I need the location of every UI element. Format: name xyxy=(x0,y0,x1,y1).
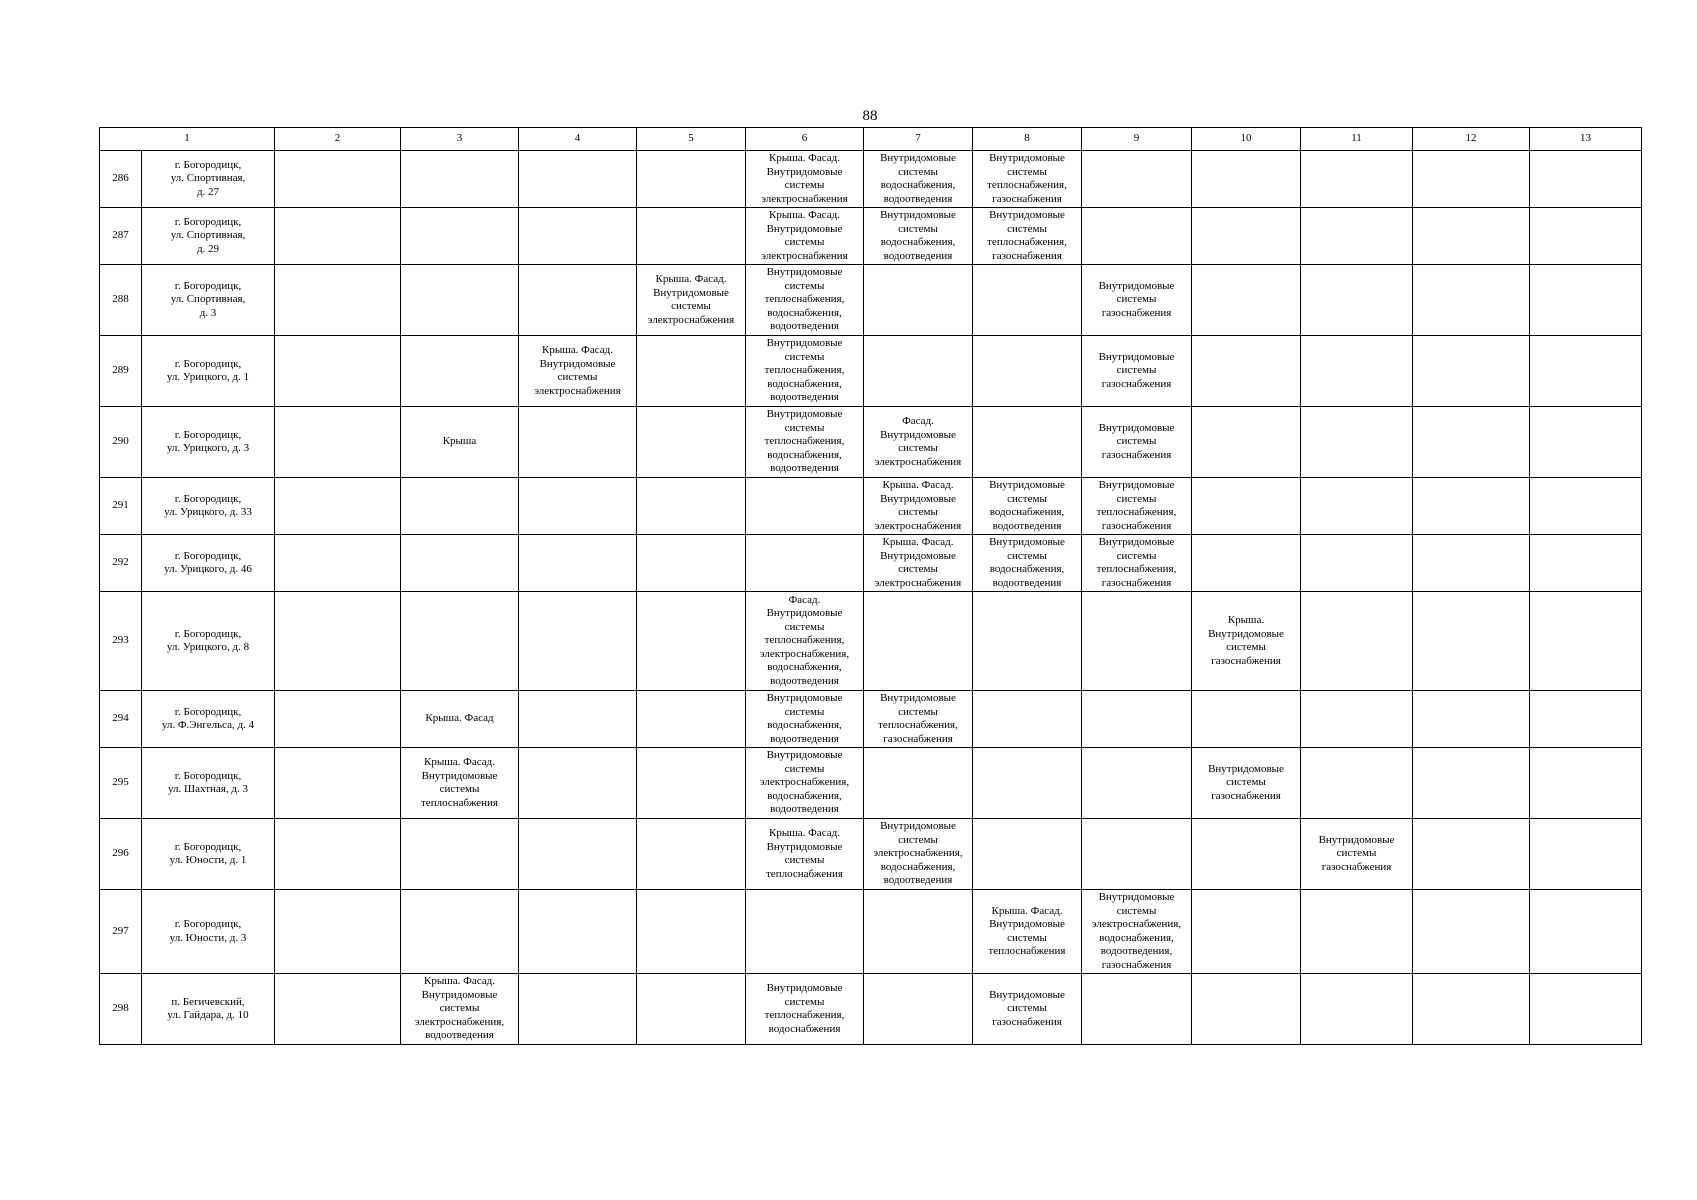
table-row xyxy=(100,890,1642,974)
work-cell xyxy=(1301,478,1413,535)
work-cell xyxy=(1530,407,1642,478)
work-cell: Внутридомовые системы водоснабжения, водоотведения xyxy=(864,208,973,265)
work-cell xyxy=(973,691,1082,748)
work-cell: Внутридомовые системы электроснабжения, водоснабжения, водоотведения xyxy=(746,748,864,819)
table-row xyxy=(100,151,1642,208)
work-cell xyxy=(401,535,519,592)
work-cell: Внутридомовые системы теплоснабжения, водоснабжения, водоотведения xyxy=(746,336,864,407)
work-cell xyxy=(973,819,1082,890)
work-cell xyxy=(1413,974,1530,1045)
work-cell xyxy=(637,336,746,407)
work-cell: Внутридомовые системы теплоснабжения, водоснабжения, водоотведения xyxy=(746,407,864,478)
work-cell: Внутридомовые системы теплоснабжения, водоснабжения xyxy=(746,974,864,1045)
table-row xyxy=(100,974,1642,1045)
work-cell xyxy=(1530,265,1642,336)
work-cell xyxy=(1530,535,1642,592)
work-cell xyxy=(1301,208,1413,265)
address-cell: г. Богородицк, ул. Спортивная, д. 29 xyxy=(142,208,275,265)
work-cell xyxy=(401,890,519,974)
work-cell xyxy=(746,478,864,535)
address-cell: г. Богородицк, ул. Юности, д. 3 xyxy=(142,890,275,974)
work-cell xyxy=(401,478,519,535)
work-cell xyxy=(275,265,401,336)
work-cell xyxy=(637,407,746,478)
work-cell: Фасад. Внутридомовые системы электроснабжения xyxy=(864,407,973,478)
work-cell xyxy=(864,592,973,691)
table-row xyxy=(100,265,1642,336)
work-cell xyxy=(864,974,973,1045)
work-cell xyxy=(275,407,401,478)
work-cell xyxy=(1192,407,1301,478)
work-cell xyxy=(1413,336,1530,407)
work-cell xyxy=(1530,151,1642,208)
row-number: 291 xyxy=(100,478,142,535)
table-row xyxy=(100,336,1642,407)
work-cell xyxy=(1413,535,1530,592)
work-cell: Внутридомовые системы водоснабжения, водоотведения xyxy=(973,478,1082,535)
column-header: 3 xyxy=(401,128,519,151)
row-number: 294 xyxy=(100,691,142,748)
work-cell xyxy=(1530,691,1642,748)
table-row xyxy=(100,691,1642,748)
work-cell: Крыша xyxy=(401,407,519,478)
table-row xyxy=(100,478,1642,535)
work-cell: Внутридомовые системы газоснабжения xyxy=(1082,336,1192,407)
work-cell xyxy=(973,407,1082,478)
work-cell xyxy=(519,974,637,1045)
work-cell xyxy=(1413,748,1530,819)
work-cell xyxy=(973,336,1082,407)
work-cell xyxy=(746,890,864,974)
work-cell xyxy=(1082,592,1192,691)
column-header: 4 xyxy=(519,128,637,151)
work-cell xyxy=(519,592,637,691)
address-cell: п. Бегичевский, ул. Гайдара, д. 10 xyxy=(142,974,275,1045)
work-cell xyxy=(1530,478,1642,535)
row-number: 297 xyxy=(100,890,142,974)
work-cell: Внутридомовые системы водоснабжения, водоотведения xyxy=(746,691,864,748)
work-cell xyxy=(1301,974,1413,1045)
work-cell xyxy=(1082,748,1192,819)
work-cell: Внутридомовые системы теплоснабжения, газоснабжения xyxy=(1082,478,1192,535)
row-number: 293 xyxy=(100,592,142,691)
row-number: 286 xyxy=(100,151,142,208)
work-cell xyxy=(637,592,746,691)
work-cell: Внутридомовые системы теплоснабжения, газоснабжения xyxy=(973,208,1082,265)
work-cell: Крыша. Фасад. Внутридомовые системы теплоснабжения xyxy=(973,890,1082,974)
work-cell xyxy=(1413,592,1530,691)
work-cell xyxy=(637,819,746,890)
work-cell xyxy=(275,535,401,592)
work-cell xyxy=(1413,265,1530,336)
work-cell: Внутридомовые системы газоснабжения xyxy=(973,974,1082,1045)
work-cell xyxy=(1301,265,1413,336)
table-row xyxy=(100,592,1642,691)
work-cell xyxy=(1192,691,1301,748)
work-cell xyxy=(519,691,637,748)
column-header: 1 xyxy=(100,128,275,151)
column-header: 8 xyxy=(973,128,1082,151)
work-cell: Внутридомовые системы водоснабжения, водоотведения xyxy=(864,151,973,208)
work-cell xyxy=(519,151,637,208)
work-cell: Внутридомовые системы электроснабжения, водоснабжения, водоотведения, газоснабжения xyxy=(1082,890,1192,974)
repair-schedule-table xyxy=(99,127,1642,1045)
work-cell xyxy=(519,407,637,478)
work-cell xyxy=(275,208,401,265)
work-cell xyxy=(1301,336,1413,407)
work-cell xyxy=(1192,890,1301,974)
work-cell xyxy=(1530,592,1642,691)
work-cell xyxy=(1530,974,1642,1045)
work-cell: Фасад. Внутридомовые системы теплоснабжения, электроснабжения, водоснабжения, водоотведения xyxy=(746,592,864,691)
work-cell: Внутридомовые системы электроснабжения, водоснабжения, водоотведения xyxy=(864,819,973,890)
work-cell: Крыша. Фасад xyxy=(401,691,519,748)
work-cell xyxy=(973,265,1082,336)
work-cell xyxy=(275,748,401,819)
work-cell xyxy=(1301,691,1413,748)
address-cell: г. Богородицк, ул. Урицкого, д. 1 xyxy=(142,336,275,407)
work-cell xyxy=(1192,819,1301,890)
work-cell xyxy=(1192,974,1301,1045)
work-cell xyxy=(401,208,519,265)
work-cell xyxy=(275,890,401,974)
work-cell xyxy=(973,748,1082,819)
work-cell xyxy=(401,592,519,691)
work-cell xyxy=(1413,819,1530,890)
work-cell xyxy=(519,535,637,592)
work-cell: Внутридомовые системы водоснабжения, водоотведения xyxy=(973,535,1082,592)
work-cell: Внутридомовые системы теплоснабжения, газоснабжения xyxy=(973,151,1082,208)
address-cell: г. Богородицк, ул. Спортивная, д. 3 xyxy=(142,265,275,336)
work-cell xyxy=(275,819,401,890)
work-cell: Крыша. Фасад. Внутридомовые системы электроснабжения, водоотведения xyxy=(401,974,519,1045)
work-cell: Внутридомовые системы газоснабжения xyxy=(1082,407,1192,478)
work-cell xyxy=(275,478,401,535)
work-cell xyxy=(519,890,637,974)
work-cell xyxy=(401,336,519,407)
work-cell xyxy=(1082,691,1192,748)
work-cell: Крыша. Фасад. Внутридомовые системы электроснабжения xyxy=(519,336,637,407)
table-row xyxy=(100,748,1642,819)
work-cell xyxy=(1192,208,1301,265)
work-cell xyxy=(1413,478,1530,535)
address-cell: г. Богородицк, ул. Урицкого, д. 46 xyxy=(142,535,275,592)
address-cell: г. Богородицк, ул. Урицкого, д. 33 xyxy=(142,478,275,535)
work-cell xyxy=(401,265,519,336)
work-cell xyxy=(1082,151,1192,208)
row-number: 287 xyxy=(100,208,142,265)
work-cell xyxy=(864,890,973,974)
column-header: 5 xyxy=(637,128,746,151)
work-cell xyxy=(1301,748,1413,819)
page-number: 88 xyxy=(862,108,878,124)
column-header: 11 xyxy=(1301,128,1413,151)
work-cell xyxy=(1413,208,1530,265)
address-cell: г. Богородицк, ул. Ф.Энгельса, д. 4 xyxy=(142,691,275,748)
work-cell xyxy=(1192,265,1301,336)
work-cell xyxy=(1530,890,1642,974)
work-cell xyxy=(1301,151,1413,208)
work-cell xyxy=(275,974,401,1045)
row-number: 296 xyxy=(100,819,142,890)
work-cell xyxy=(1082,208,1192,265)
column-header: 9 xyxy=(1082,128,1192,151)
row-number: 298 xyxy=(100,974,142,1045)
work-cell: Крыша. Фасад. Внутридомовые системы электроснабжения xyxy=(746,208,864,265)
address-cell: г. Богородицк, ул. Спортивная, д. 27 xyxy=(142,151,275,208)
work-cell xyxy=(1301,407,1413,478)
work-cell xyxy=(864,265,973,336)
work-cell: Внутридомовые системы газоснабжения xyxy=(1082,265,1192,336)
row-number: 295 xyxy=(100,748,142,819)
work-cell xyxy=(275,151,401,208)
work-cell xyxy=(637,208,746,265)
address-cell: г. Богородицк, ул. Урицкого, д. 8 xyxy=(142,592,275,691)
work-cell xyxy=(1192,535,1301,592)
address-cell: г. Богородицк, ул. Урицкого, д. 3 xyxy=(142,407,275,478)
column-header: 6 xyxy=(746,128,864,151)
work-cell: Внутридомовые системы теплоснабжения, газоснабжения xyxy=(1082,535,1192,592)
work-cell: Крыша. Фасад. Внутридомовые системы электроснабжения xyxy=(637,265,746,336)
work-cell xyxy=(519,478,637,535)
work-cell xyxy=(1301,890,1413,974)
work-cell xyxy=(1192,151,1301,208)
column-header: 12 xyxy=(1413,128,1530,151)
work-cell xyxy=(1413,691,1530,748)
work-cell xyxy=(864,336,973,407)
work-cell xyxy=(637,890,746,974)
column-header: 10 xyxy=(1192,128,1301,151)
work-cell xyxy=(519,748,637,819)
work-cell xyxy=(519,265,637,336)
row-number: 288 xyxy=(100,265,142,336)
work-cell xyxy=(1192,336,1301,407)
table-row xyxy=(100,535,1642,592)
work-cell xyxy=(637,151,746,208)
address-cell: г. Богородицк, ул. Юности, д. 1 xyxy=(142,819,275,890)
column-number-row xyxy=(100,128,1642,151)
work-cell xyxy=(519,819,637,890)
work-cell xyxy=(1530,819,1642,890)
work-cell: Крыша. Фасад. Внутридомовые системы электроснабжения xyxy=(864,535,973,592)
column-header: 7 xyxy=(864,128,973,151)
work-cell xyxy=(637,478,746,535)
work-cell xyxy=(1530,336,1642,407)
column-header: 2 xyxy=(275,128,401,151)
work-cell xyxy=(1413,151,1530,208)
work-cell: Крыша. Фасад. Внутридомовые системы теплоснабжения xyxy=(746,819,864,890)
work-cell xyxy=(864,748,973,819)
work-cell xyxy=(275,592,401,691)
work-cell: Внутридомовые системы газоснабжения xyxy=(1192,748,1301,819)
row-number: 289 xyxy=(100,336,142,407)
work-cell xyxy=(519,208,637,265)
column-header: 13 xyxy=(1530,128,1642,151)
work-cell xyxy=(1413,407,1530,478)
work-cell xyxy=(1082,819,1192,890)
work-cell xyxy=(637,974,746,1045)
work-cell xyxy=(1082,974,1192,1045)
work-cell xyxy=(1530,208,1642,265)
work-cell: Крыша. Фасад. Внутридомовые системы электроснабжения xyxy=(864,478,973,535)
work-cell xyxy=(275,336,401,407)
work-cell xyxy=(1301,535,1413,592)
table-row xyxy=(100,208,1642,265)
work-cell xyxy=(1413,890,1530,974)
work-cell: Внутридомовые системы газоснабжения xyxy=(1301,819,1413,890)
row-number: 292 xyxy=(100,535,142,592)
work-cell xyxy=(1192,478,1301,535)
table-row xyxy=(100,407,1642,478)
work-cell: Крыша. Внутридомовые системы газоснабжения xyxy=(1192,592,1301,691)
row-number: 290 xyxy=(100,407,142,478)
work-cell xyxy=(637,748,746,819)
work-cell: Внутридомовые системы теплоснабжения, водоснабжения, водоотведения xyxy=(746,265,864,336)
work-cell xyxy=(275,691,401,748)
work-cell xyxy=(1301,592,1413,691)
work-cell xyxy=(1530,748,1642,819)
work-cell xyxy=(746,535,864,592)
address-cell: г. Богородицк, ул. Шахтная, д. 3 xyxy=(142,748,275,819)
work-cell: Внутридомовые системы теплоснабжения, газоснабжения xyxy=(864,691,973,748)
work-cell xyxy=(973,592,1082,691)
table-row xyxy=(100,819,1642,890)
work-cell xyxy=(637,535,746,592)
work-cell: Крыша. Фасад. Внутридомовые системы теплоснабжения xyxy=(401,748,519,819)
work-cell xyxy=(401,151,519,208)
work-cell: Крыша. Фасад. Внутридомовые системы электроснабжения xyxy=(746,151,864,208)
work-cell xyxy=(637,691,746,748)
work-cell xyxy=(401,819,519,890)
